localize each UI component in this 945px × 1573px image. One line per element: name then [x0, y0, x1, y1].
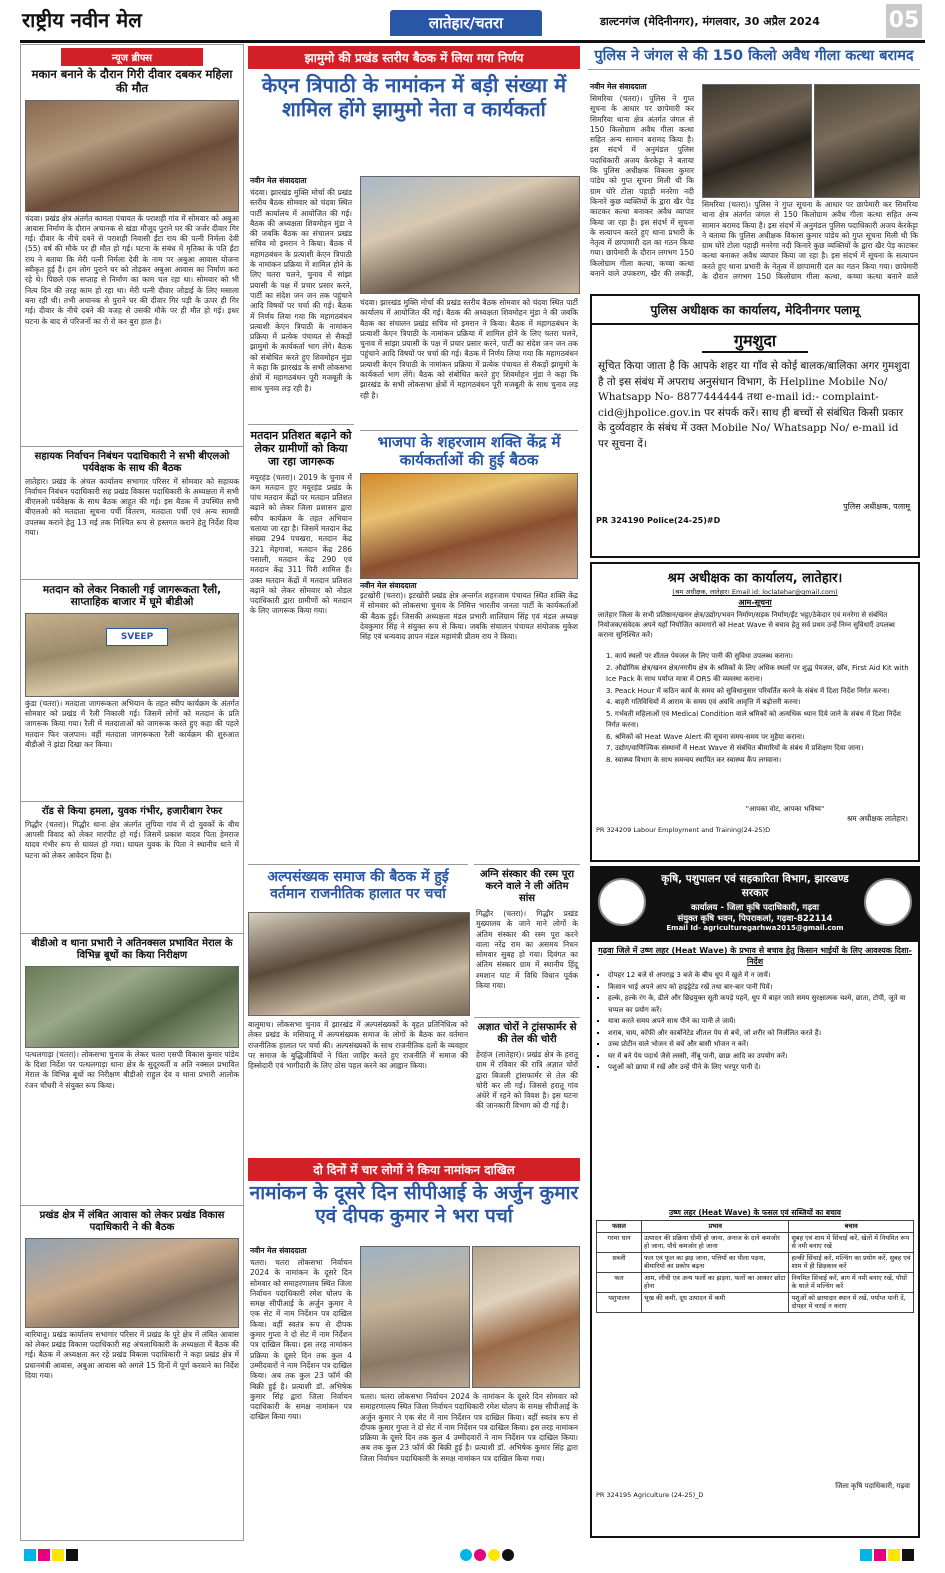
- agri-ad-item: ▪ यात्रा करते समय अपने साथ पीने का पानी ले जायें।: [608, 1016, 912, 1028]
- agri-table-cell: उत्पादन की प्रक्रिया धीमी हो जाना, अनाज के दाने कमजोर हो जाना, पौधे कमजोर हो जाना: [642, 1232, 789, 1252]
- labour-ad-list: [592, 651, 918, 805]
- nomination-body-continued: चतरा। चतरा लोकसभा निर्वाचन 2024 के नामांकन के दूसरे दिन सोमवार को समाहरणालय स्थित जिला निर्वाचन पदाधिकारी रमेश घोलप के समक्ष सीपीआई के अर्जुन कुमार ने एक सेट में नाम निर्देशन पत्र दाखिल किया। वहीं स्वतंत्र रूप से दीपक कुमार गुप्ता ने दो सेट में नाम निर्देशन पत्र दाखिल किया। इस तरह नामांकन प्रक्रिया के दूसरे दिन तक कुल 4 उम्मीदवारों ने नाम निर्देशन पत्र दाखिल किया। अब तक कुल 23 फॉर्म की बिक्री हुई है। प्रत्याशी डॉ. अभिषेक कुमार सिंह द्वारा जिला निर्वाचन पदाधिकारी के समक्ष नामांकन पत्र दाखिल किया गया।: [360, 1392, 578, 1463]
- agri-ad-sub2: संयुक्त कृषि भवन, पिपराकलां, गढ़वा-822114: [677, 914, 833, 924]
- awareness-rally-photo: [25, 613, 239, 697]
- cremation-body: गिद्धौर (चतरा)। गिद्धौर प्रखंड मुख्यालय के जाने माने लोगों के अंतिम संस्कार की रस्म पूरा करने वाला नरेंद्र राम का असमय निधन सोमवार सुबह हो गया। दिवंगत का अंतिम संस्कार ग्राम में स्थानीय हिंदू श्मशान घाट में विधि विधान पूर्वक किया गया।: [476, 909, 578, 991]
- page-number: 05: [886, 4, 922, 38]
- catechu-text: [588, 80, 696, 284]
- story-housing-meeting-headline: प्रखंड क्षेत्र में लंबित आवास को लेकर प्रखंड विकास पदाधिकारी ने की बैठक: [21, 1205, 243, 1236]
- jmm-byline: नवीन मेल संवाददाता: [250, 176, 307, 185]
- turnout-story: [248, 424, 354, 864]
- labour-ad-code: PR 324209 Labour Employment and Training(24-25)D: [596, 826, 771, 834]
- agri-table-row: [597, 1272, 914, 1292]
- jmm-meeting-photo: [360, 176, 580, 294]
- news-briefs-kicker: न्यूज ब्रीफ्स: [61, 48, 203, 66]
- missing-ad-sign: पुलिस अधीक्षक, पलामू: [843, 502, 910, 511]
- agri-table-cell: आम, लीची एवं अन्य फलों का झड़ना, फलों का आकार छोटा होना: [642, 1272, 789, 1292]
- labour-ad-item: 1. कार्य स्थलों पर शीतल पेयजल के लिए पानी की सुविधा उपलब्ध कराना।: [606, 652, 793, 660]
- magenta-swatch: [38, 1549, 50, 1561]
- missing-ad-title: गुमशुदा: [702, 329, 808, 353]
- nomination-text: [248, 1244, 354, 1534]
- agri-ad-item: ▪ घर में बने पेय पदार्थ जैसे लस्सी, नींबू पानी, छाछ आदि का उपयोग करें।: [608, 1051, 912, 1063]
- labour-ad-email: (श्रम अधीक्षक, लातेहार। Email id: loclatehar@gmail.com): [672, 588, 838, 596]
- agri-table-cell: पशुओं को छायादार स्थान में रखें, पर्याप्त पानी दें, दोपहर में चराई न कराएं: [789, 1292, 914, 1312]
- bjp-byline: नवीन मेल संवाददाता: [360, 581, 417, 590]
- magenta-swatch-right: [874, 1549, 886, 1561]
- missing-ad-header: पुलिस अधीक्षक का कार्यालय, मेदिनीनगर पलामू: [592, 296, 918, 325]
- catechu-photo-2: [814, 84, 920, 198]
- masthead-rule: [20, 40, 925, 43]
- jmm-lead-headline: केएन त्रिपाठी के नामांकन में बड़ी संख्या में शामिल होंगे झामुमो नेता व कार्यकर्ता: [261, 73, 567, 121]
- agri-table-title: उष्ण लहर (Heat Wave) के फसल एवं सब्जियों का बचाव: [669, 1208, 841, 1217]
- minority-body: बालूमाथ। लोकसभा चुनाव में झारखंड में अल्पसंख्यकों के वृहत प्रतिनिधित्व को लेकर प्रखंड के मसियातू में अल्पसंख्यक समाज के लोगों के बैठक कर वर्तमान राजनीतिक हालात पर चर्चा की। अल्पसंख्यकों के साथ राजनीतिक दलों के व्यवहार पर समाज के बुद्धिजीवियों ने चिंता जाहिर करते हुए राजनीति में समाज की हिस्सेदारी एवं भागीदारी के लिए ठोस पहल करने का आह्वान किया।: [248, 1020, 468, 1071]
- dateline: डाल्टनगंज (मेदिनीनगर), मंगलवार, 30 अप्रैल 2024: [600, 15, 820, 28]
- agri-table-header-cell: प्रभाव: [642, 1221, 789, 1233]
- minority-headline: अल्पसंख्यक समाज की बैठक में हुई वर्तमान राजनीतिक हालात पर चर्चा: [248, 864, 468, 903]
- registration-yellow: [488, 1549, 500, 1561]
- story-awareness-rally-headline: मतदान को लेकर निकाली गई जागरूकता रैली, साप्ताहिक बाजार में घूमे बीडीओ: [21, 579, 243, 611]
- story-housing-meeting-body: बारियातू। प्रखंड कार्यालय सभागार परिसर में प्रखंड के पूरे क्षेत्र में लंबित आवास को लेकर प्रखंड विकास पदाधिकारी सह अंचलाधिकारी के अध्यक्षता में बैठक की गई। बैठक में अध्यक्षता कर रहे प्रखंड विकास पदाधिकारी ने कहा प्रखंड क्षेत्र में प्रधानमंत्री आवास, अबुआ आवास को अगले 15 दिनों में पूर्ण करवाने का निर्देश दिया गया।: [25, 1329, 239, 1380]
- labour-ad-item: 5. गर्भवती महिलाओं एवं Medical Condition वाले श्रमिकों को अत्यधिक ध्यान दिये जाने के संबंध में दिशा निर्देश निर्गत करना।: [606, 709, 901, 729]
- nomination-photo-cpi: [360, 1246, 470, 1388]
- agri-table-cell: सब्जी: [597, 1252, 642, 1272]
- registration-magenta: [474, 1549, 486, 1561]
- nomination-byline: नवीन मेल संवाददाता: [250, 1246, 307, 1255]
- agri-crop-table: [596, 1220, 914, 1313]
- agri-ad-item: ▪ दोपहर 12 बजे से अपराह्न 3 बजे के बीच धूप में खुले में न जायें।: [608, 970, 912, 982]
- agri-ad-item: ▪ किसान भाई अपने आप को हाइड्रेटेड रखें तथा बार-बार पानी पियें।: [608, 982, 912, 994]
- catechu-body: सिमरिया (चतरा)। पुलिस ने गुप्त सूचना के आधार पर छापेमारी कर सिमरिया थाना क्षेत्र अंतर्गत जंगल से 150 किलोग्राम अवैध गीला कत्था सहित अन्य सामान बरामद किया है। इस संदर्भ में अनुमंडल पुलिस पदाधिकारी अजय केरकेट्टा ने बताया कि पुलिस अधीक्षक विकास कुमार पांडेय को गुप्त सूचना मिली थी कि ग्राम घोरे टोला पहाड़ी मनरेगा नदी किनारे कुछ व्यक्तियों के द्वारा खैर पेड़ काटकर कत्था बनाकर अवैध व्यापार किया जा रहा है। इस संदर्भ में सूचना के सत्यापन करते हुए थाना प्रभारी के नेतृत्व में छापामारी दल का गठन किया गया। छापेमारी के दौरान लगभग 150 किलोग्राम गीला कत्था, कच्चा कत्था बनाने वाले उपकरण, खैर की लकड़ी,: [590, 94, 694, 279]
- missing-ad-code: PR 324190 Police(24-25)#D: [596, 516, 721, 525]
- catechu-photo-1: [702, 84, 812, 198]
- wall-collapse-photo: [25, 100, 239, 212]
- sveep-banner: SVEEP: [106, 628, 168, 646]
- jharkhand-seal-right: [864, 878, 912, 926]
- jharkhand-seal-left: [598, 878, 646, 926]
- registration-cyan: [460, 1549, 472, 1561]
- story-awareness-rally-body: कुंडा (चतरा)। मतदाता जागरूकता अभियान के तहत स्वीप कार्यक्रम के अंतर्गत सोमवार को प्रखंड में रैली निकाली गई। जिसमें लोगों को मतदान के प्रति जागरूक किया गया। रैली में मतदाताओं को जागरूक करते हुए कहा की पहले मतदान फिर जलपान। वहीं मतदाता जागरूकता रैली कार्यक्रम की शुरुआत बीडीओ ने झंडा दिखा कर किया।: [25, 698, 239, 749]
- story-blo-meeting-headline: सहायक निर्वाचन निबंधन पदाधिकारी ने सभी बीएलओ पर्यवेक्षक के साथ की बैठक: [21, 446, 243, 477]
- black-swatch: [66, 1549, 78, 1561]
- agri-ad-item: ▪ पशुओं को छाया में रखें और उन्हें पीने के लिए भरपूर पानी दें।: [608, 1062, 912, 1074]
- bjp-headline: भाजपा के शहरजाम शक्ति केंद्र में कार्यकर्ताओं की हुई बैठक: [360, 430, 578, 471]
- nomination-headline: नामांकन के दूसरे दिन सीपीआई के अर्जुन कुमार एवं दीपक कुमार ने भरा पर्चा: [249, 1182, 579, 1227]
- section-tab: लातेहार/चतरा: [390, 10, 542, 36]
- agri-table-cell: फल एवं फूल का झड़ जाना, पत्तियों का पीला पड़ना, बीमारियों का प्रकोप बढ़ना: [642, 1252, 789, 1272]
- yellow-swatch: [52, 1549, 64, 1561]
- labour-notice-ad: [590, 562, 920, 862]
- black-swatch-right: [902, 1549, 914, 1561]
- theft-body: हेरहंज (लातेहार)। प्रखंड क्षेत्र के हरातू ग्राम में रविवार की रात्रि अज्ञात चोरों द्वारा बिजली ट्रांसफार्मर से तेल की चोरी कर ली गई। जिससे हरातू गांव अंधेरे में रहने को विवश है। इस घटना की जानकारी विभाग को दी गई है।: [476, 1050, 578, 1111]
- labour-ad-sub: आम-सूचना: [738, 598, 772, 607]
- labour-ad-intro: लातेहार जिला के सभी प्रतिष्ठान/खनन क्षेत्र/उद्योग/भवन निर्माण/सड़क निर्माण/ईंट भट्ठा/ठेकेदार एवं मनरेगा से संबंधित नियोजक/संवेदक अपने यहाँ नियोजित कामगारों को Heat Wave से बचाव हेतु सर्व प्रथम उन्हें निम्न सुविधाएँ उपलब्ध कराना सुनिश्चित करें।: [598, 611, 895, 639]
- newspaper-brand: राष्ट्रीय नवीन मेल: [22, 8, 142, 32]
- agri-table-header-row: [597, 1221, 914, 1233]
- registration-black: [502, 1549, 514, 1561]
- agri-ad-email: Email Id- agriculturegarhwa2015@gmail.com: [666, 924, 844, 932]
- cremation-story: [474, 864, 580, 1144]
- column-right: [588, 44, 920, 1539]
- jmm-kicker: झामुमो की प्रखंड स्तरीय बैठक में लिया गया निर्णय: [248, 46, 580, 69]
- agri-ad-list: [592, 970, 918, 1206]
- agri-ad-item: ▪ शराब, चाय, कॉफी और कार्बोनेटेड शीतल पेय से बचें, जो शरीर को निर्जलित करते हैं।: [608, 1028, 912, 1040]
- missing-ad-body: सूचित किया जाता है कि आपके शहर या गाँव से कोई बालक/बालिका अगर गुमशुदा है तो इस संबंध में अपराध अनुसंधान विभाग, के Helpline Mobile No/ Whatsapp No- 8877444444 तथा e-mail id:- complaint- cid@jhpolice.gov.in पर संपर्क करें। साथ ही बच्चों से संबंधित किसी प्रकार के दुर्व्यवहार के संबंध में उक्त Mobile No/ Whatsapp No/ e-mail id पर सूचना दें।: [598, 360, 910, 450]
- agri-table-body: [597, 1232, 914, 1312]
- agri-table-row: [597, 1292, 914, 1312]
- agri-ad-code: PR 324195 Agriculture (24-25)_D: [596, 1491, 704, 1499]
- agri-ad-sign: जिला कृषि पदाधिकारी, गढ़वा: [835, 1482, 910, 1490]
- labour-ad-item: 4. बाहरी गतिविधियों में आराम के समय एवं अवधि आवृत्ति में बढ़ोत्तरी करना।: [606, 698, 801, 706]
- agri-ad-item: ▪ उच्च प्रोटीन वाले भोजन से बचें और बासी भोजन न करें।: [608, 1039, 912, 1051]
- nomination-body: चतरा। चतरा लोकसभा निर्वाचन 2024 के नामांकन के दूसरे दिन सोमवार को समाहरणालय स्थित जिला निर्वाचन पदाधिकारी रमेश घोलप के समक्ष सीपीआई के अर्जुन कुमार ने एक सेट में नाम निर्देशन पत्र दाखिल किया। वहीं स्वतंत्र रूप से दीपक कुमार गुप्ता ने दो सेट में नाम निर्देशन पत्र दाखिल किया। इस तरह नामांकन प्रक्रिया के दूसरे दिन तक कुल 4 उम्मीदवारों ने नाम निर्देशन पत्र दाखिल किया। अब तक कुल 23 फॉर्म की बिक्री हुई है। प्रत्याशी डॉ. अभिषेक कुमार सिंह द्वारा जिला निर्वाचन पदाधिकारी के समक्ष नामांकन पत्र दाखिल किया गया।: [250, 1258, 352, 1422]
- story-blo-meeting-body: लातेहार। प्रखंड के अंचल कार्यालय सभागार परिसर में सोमवार को सहायक निर्वाचन निबंधन पदाधिकारी सह प्रखंड विकास पदाधिकारी के अध्यक्षता में सभी बीएलओ पर्यवेक्षक के साथ बैठक आहूत की गई। इस बैठक में उपस्थित सभी बीएलओ को मतदाता सूचना पर्ची वितरण, मतदाता पर्ची एवं अन्य सामग्री उपलब्ध कराने हेतु 13 मई तक निश्चित रूप से हस्तगत कराने हेतु निर्देश दिया गया।: [25, 476, 239, 538]
- bjp-story: [360, 430, 578, 858]
- agri-ad-banner: [592, 868, 918, 942]
- housing-meeting-photo: [25, 1238, 239, 1328]
- turnout-headline: मतदान प्रतिशत बढ़ाने को लेकर ग्रामीणों को किया जा रहा जागरूक: [248, 424, 354, 473]
- theft-headline: अज्ञात चोरों ने ट्रांसफार्मर से की तेल की चोरी: [474, 1017, 580, 1050]
- nomination-kicker: दो दिनों में चार लोगों ने किया नामांकन दाखिल: [248, 1158, 580, 1181]
- column-briefs: [20, 44, 244, 1541]
- cyan-swatch: [24, 1549, 36, 1561]
- yellow-swatch-right: [888, 1549, 900, 1561]
- print-registration-bar: [20, 1549, 925, 1563]
- agri-ad-item: ▪ हल्के, हल्के रंग के, ढीले और छिद्रयुक्त सूती कपड़े पहनें, धूप में बाहर जाते समय सुरक्षात्मक चश्मे, छाता, टोपी, जूते या चप्पल का प्रयोग करें।: [608, 993, 912, 1016]
- agri-ad-title: गढ़वा जिले में उष्ण लहर (Heat Wave) के प्रभाव से बचाव हेतु किसान भाईयों के लिए आवश्यक दिशा-निर्देश: [598, 946, 912, 966]
- story-booth-inspection-headline: बीडीओ व थाना प्रभारी ने अतिनक्सल प्रभावित मेराल के विभिन्न बूथों का किया निरीक्षण: [21, 933, 243, 964]
- labour-ad-item: 2. औद्योगिक क्षेत्र/खनन क्षेत्र/नगरीय क्षेत्र के श्रमिकों के लिए अधिक स्थलों पर शुद्ध पेयजल, छाँव, First Aid Kit with Ice Pack के साथ पर्याप्त मात्रा में ORS की व्यवस्था कराना।: [606, 663, 909, 683]
- agri-table-cell: पशुपालन: [597, 1292, 642, 1312]
- turnout-body: मयूरहंड (चतरा)। 2019 के चुनाव में कम मतदान हुए मयूरहंड प्रखंड के पांच मतदान केंद्रों पर मतदान प्रतिशत बढ़ाने को लेकर जिला प्रशासन द्वारा स्वीप कार्यक्रम के तहत अभियान चलाया जा रहा है। जिसमें मतदान केंद्र संख्या 294 पचखरा, मतदान केंद्र 321 मेहगावां, मतदान केंद्र 286 पसाली, मतदान केंद्र 290 एवं मतदान केंद्र 311 पिरी शामिल हैं। उक्त मतदान केंद्रों में मतदान प्रतिशत बढ़ाने को लेकर सोमवार को नोडल पदाधिकारी द्वारा ग्रामीणों को मतदान के लिए जागरूक किया गया।: [250, 472, 352, 616]
- agri-table-cell: फल: [597, 1272, 642, 1292]
- agri-table-header-cell: फसल: [597, 1221, 642, 1233]
- catechu-body-continued: सिमरिया (चतरा)। पुलिस ने गुप्त सूचना के आधार पर छापेमारी कर सिमरिया थाना क्षेत्र अंतर्गत जंगल से 150 किलोग्राम अवैध गीला कत्था सहित अन्य सामान बरामद किया है। इस संदर्भ में अनुमंडल पुलिस पदाधिकारी अजय केरकेट्टा ने बताया कि पुलिस अधीक्षक विकास कुमार पांडेय को गुप्त सूचना मिली थी कि ग्राम घोरे टोला पहाड़ी मनरेगा नदी किनारे कुछ व्यक्तियों के द्वारा खैर पेड़ काटकर कत्था बनाकर अवैध व्यापार किया जा रहा है। इस संदर्भ में सूचना के सत्यापन करते हुए थाना प्रभारी के नेतृत्व में छापामारी दल का गठन किया गया। छापेमारी के दौरान लगभग 150 किलोग्राम गीला कत्था, कच्चा कत्था बनाने वाले: [702, 200, 918, 282]
- labour-ad-item: 3. Peack Hour में कठिन कार्य के समय को सुविधानुसार परिवर्तित करने के संबंध में दिशा निर्देश निर्गत करना।: [606, 686, 890, 695]
- catechu-byline: नवीन मेल संवाददाता: [590, 82, 647, 91]
- booth-inspection-photo: [25, 966, 239, 1048]
- agri-table-cell: भूख की कमी, दूध उत्पादन में कमी: [642, 1292, 789, 1312]
- story-wall-collapse-headline: मकान बनाने के दौरान गिरी दीवार दबकर महिला की मौत: [31, 67, 233, 95]
- column-centre: [248, 44, 580, 1539]
- labour-ad-slogan: "आपका वोट, आपका भविष्य": [745, 805, 825, 813]
- bjp-body: इटखोरी (चतरा)। इटखोरी प्रखंड क्षेत्र अन्तर्गत शहरजाम पंचायत स्थित शक्ति केंद्र में सोमवार को लोकसभा चुनाव के निमित्त भारतीय जनता पार्टी के कार्यकर्ताओं की बैठक हुई। जिसकी अध्यक्षता मंडल प्रभारी शालिग्राम सिंह एवं मंडल अध्यक्ष देवकुमार सिंह ने संयुक्त रूप से किया। जबकि संचालन पंचायत संयोजक मुकेश सिंह एवं धन्यवाद ज्ञापन मंडल महामंत्री प्रीतम राय ने किया।: [360, 591, 578, 642]
- bjp-meeting-photo: [360, 473, 578, 579]
- minority-meeting-photo: [248, 912, 470, 1016]
- agri-table-header-cell: बचाव: [789, 1221, 914, 1233]
- agri-table-wrap: [592, 1220, 918, 1482]
- story-booth-inspection-body: पत्थलगाड़ा (चतरा)। लोकसभा चुनाव के लेकर चतरा एसपी विकास कुमार पांडेय के दिशा निर्देश पर पत्थलगाड़ा थाना क्षेत्र के सुदूरवर्ती व अति नक्सल प्रभावित मेराल के विभिन्न बूथों का निरीक्षण बीडीओ राहुल देव व थाना प्रभारी आलोक रंजन चौधरी ने संयुक्त रूप किया।: [25, 1049, 239, 1090]
- agri-table-cell: गरमा धान: [597, 1232, 642, 1252]
- agri-ad-sub1: कार्यालय - जिला कृषि पदाधिकारी, गढ़वा: [690, 903, 820, 913]
- labour-ad-item: 6. श्रमिकों को Heat Wave Alert की सूचना समय-समय पर मुहैया कराना।: [606, 732, 805, 741]
- agri-table-cell: सुबह एवं शाम में सिंचाई करें, खेतों में नियमित रूप से नमी बनाए रखें: [789, 1232, 914, 1252]
- story-assault-headline: रॉड से किया हमला, युवक गंभीर, हजारीबाग रेफर: [21, 801, 243, 820]
- labour-ad-item: 8. स्वास्थ्य विभाग के साथ समन्वय स्थापित कर स्वास्थ्य कैंप लगवाना।: [606, 755, 782, 764]
- agri-table-row: [597, 1232, 914, 1252]
- agri-table-cell: हल्की सिंचाई करें, मल्चिंग का प्रयोग करें, सुबह एवं शाम में ही छिड़काव करें: [789, 1252, 914, 1272]
- catechu-headline: पुलिस ने जंगल से की 150 किलो अवैध गीला कत्था बरामद: [588, 44, 920, 70]
- agri-ad-header: कृषि, पशुपालन एवं सहकारिता विभाग, झारखण्ड सरकार: [661, 873, 849, 899]
- agri-table-row: [597, 1252, 914, 1272]
- story-wall-collapse-body: चंदवा। प्रखंड क्षेत्र अंतर्गत कामता पंचायत के पराशही गांव में सोमवार को अबुआ आवास निर्माण के दौरान अचानक से खंडा मौजूद पुराने घर की जर्जर दीवार गिर गई। दीवार के नीचे दबने से पराशही निवासी ईंटा राय की पत्नी निर्मला देवी (55) वर्ष की मौके पर ही मौत हो गई। घटना के संबंध में मृतिका के पति ईंटा राय ने बताया कि मेरी पत्नी निर्मला देवी के नाम पर अबुआ आवास योजना स्वीकृत हुई है। हम लोग पुराने घर को तोड़कर अबुआ आवास का निर्माण करा रहे थे। पिछले एक सप्ताह से निर्माण का काम चल रहा था। सोमवार को भी नित्य दिन की तरह काम हो रहा था। मेरी पत्नी दीवार जोड़ाई के लिए मसाला बना रही थी। तभी अचानक से पुराने घर की दीवार गिर पड़ी के ऊपर ही गिर गई। दीवार के नीचे दबने की वजह से उसकी मौके पर ही मौत हो गई। इधर घटना के बाद से परिजनों का रो रो कर बुरा हाल है।: [25, 213, 239, 326]
- story-assault-body: गिद्धौर (चतरा)। गिद्धौर थाना क्षेत्र अंतर्गत लुपिया गांव में दो युवकों के बीच आपसी विवाद को लेकर मारपीट हो गई। जिसमें प्रकाश यादव पिता हेमराज यादव गंभीर रूप से घायल हो गया। घायल युवक के पिता ने स्थानीय थाने में घटना को लेकर आवेदन दिया है।: [25, 819, 239, 860]
- cyan-swatch-right: [860, 1549, 872, 1561]
- jmm-lead-body: चंदवा। झारखंड मुक्ति मोर्चा की प्रखंड स्तरीय बैठक सोमवार को चंदवा स्थित पार्टी कार्यालय में आयोजित की गई। बैठक की अध्यक्षता शिवमोहन मुंडा ने की जबकि बैठक का संचालन प्रखंड सचिव मो इमरान ने किया। बैठक में महागठबंधन के प्रत्याशी केएन त्रिपाठी के नामांकन प्रक्रिया में शामिल होने के लिए चतरा चलने, चुनाव में सांझा प्रयासी के पक्ष में प्रचार प्रसार करने, पार्टी का संदेश जन जन तक पहुंचाने आदि विषयों पर चर्चा की गई। बैठक में निर्णय लिया गया कि महागठबंधन प्रत्याशी केएन त्रिपाठी के नामांकन प्रक्रिया में प्रत्येक पंचायत से सैकड़ों झामुमो के कार्यकर्ता भाग लेंगे। बैठक को संबोधित करते हुए शिवमोहन मुंडा ने कहा कि झारखंड के सभी लोकसभा क्षेत्रों में महागठबंधन पूरी मजबूती के साथ चुनाव लड़ रही है।: [250, 188, 352, 393]
- cremation-headline: अग्नि संस्कार की रस्म पूरा करने वाले ने ली अंतिम सांस: [474, 864, 580, 909]
- missing-person-ad: [590, 294, 920, 558]
- labour-ad-sign: श्रम अधीक्षक लातेहार।: [846, 814, 908, 823]
- agri-table-cell: नियमित सिंचाई करें, बाग में नमी बनाए रखें, पौधों के थाले में मल्चिंग करें: [789, 1272, 914, 1292]
- labour-ad-header: श्रम अधीक्षक का कार्यालय, लातेहार।: [667, 571, 843, 586]
- agriculture-ad: [590, 866, 920, 1538]
- nomination-photo-2: [472, 1246, 580, 1388]
- jmm-lead-continued: चंदवा। झारखंड मुक्ति मोर्चा की प्रखंड स्तरीय बैठक सोमवार को चंदवा स्थित पार्टी कार्यालय में आयोजित की गई। बैठक की अध्यक्षता शिवमोहन मुंडा ने की जबकि बैठक का संचालन प्रखंड सचिव मो इमरान ने किया। बैठक में महागठबंधन के प्रत्याशी केएन त्रिपाठी के नामांकन प्रक्रिया में शामिल होने के लिए चतरा चलने, चुनाव में सांझा प्रयासी के पक्ष में प्रचार प्रसार करने, पार्टी का संदेश जन जन तक पहुंचाने आदि विषयों पर चर्चा की गई। बैठक में निर्णय लिया गया कि महागठबंधन प्रत्याशी केएन त्रिपाठी के नामांकन प्रक्रिया में प्रत्येक पंचायत से सैकड़ों झामुमो के कार्यकर्ता भाग लेंगे। बैठक को संबोधित करते हुए शिवमोहन मुंडा ने कहा कि झारखंड के सभी लोकसभा क्षेत्रों में महागठबंधन पूरी मजबूती के साथ चुनाव लड़ रही है।: [360, 298, 578, 400]
- labour-ad-item: 7. उद्योग/वाणिज्यिक संस्थानों में Heat Wave से संबंधित बीमारियों के संबंध में प्रशिक्षण दिया जाना।: [606, 744, 864, 752]
